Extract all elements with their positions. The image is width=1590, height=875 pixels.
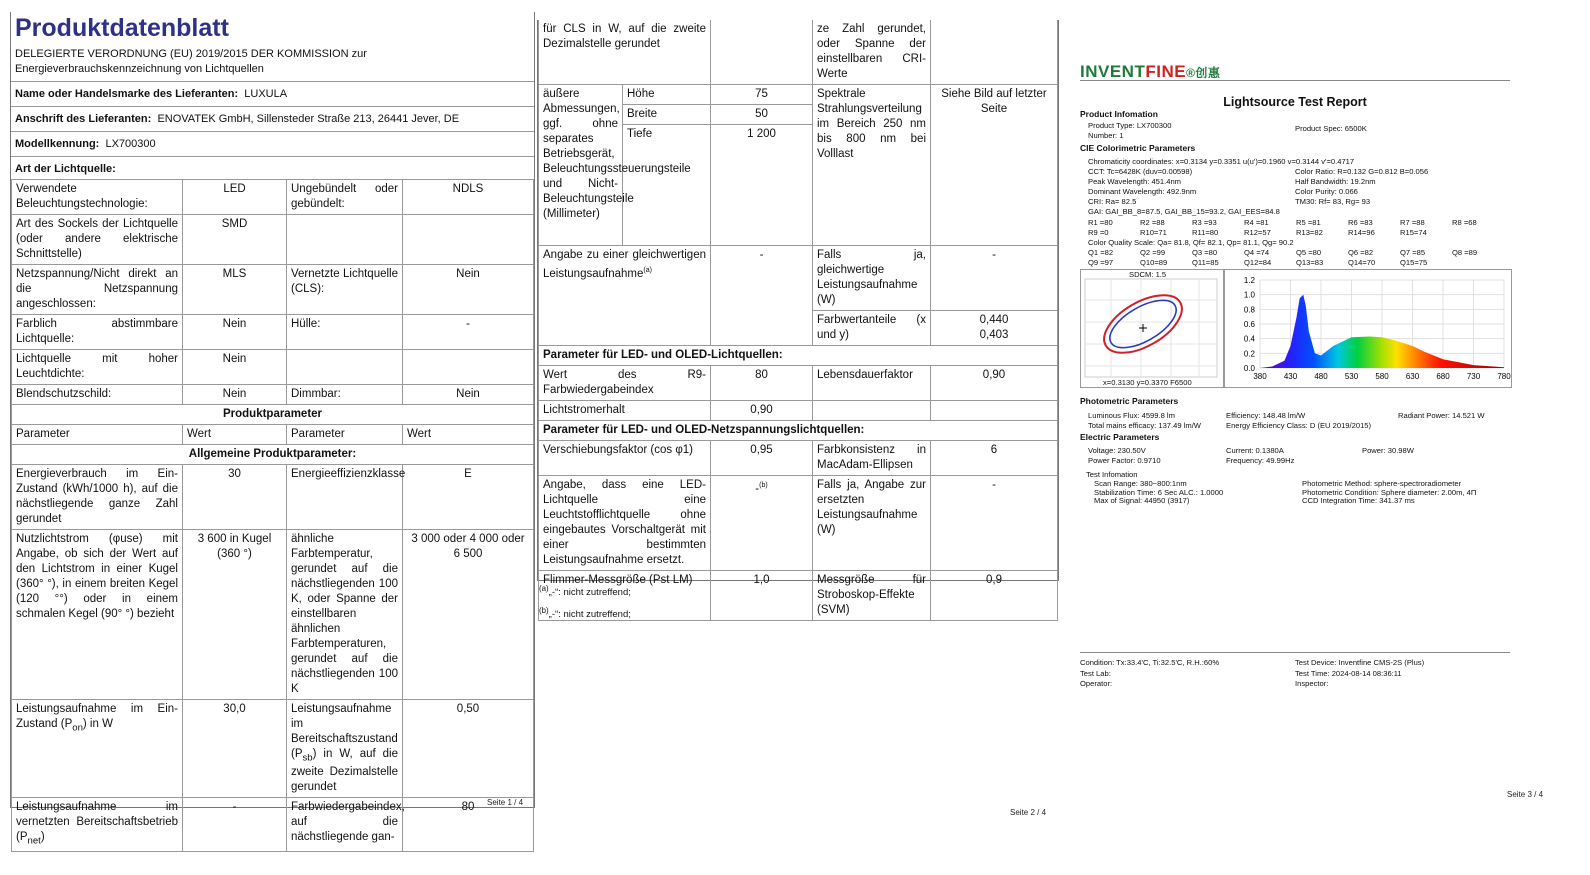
x-tick-label: 780 xyxy=(1497,372,1511,381)
section-band: Parameter für LED- und OLED-Lichtquellen: xyxy=(539,346,1058,366)
section-band: Parameter für LED- und OLED-Netzspannungslichtquellen: xyxy=(539,421,1058,441)
table-row: Breite 50 xyxy=(539,105,1058,125)
test-info-title: Test Infomation xyxy=(1086,470,1138,479)
section-band: Allgemeine Produktparameter: xyxy=(12,445,534,465)
test-lab: Test Lab: xyxy=(1080,669,1111,678)
table-row: Farbwertanteile (x und y) 0,440 0,403 xyxy=(539,311,1058,346)
sdcm-diagram xyxy=(1080,269,1225,388)
section-band: Produktparameter xyxy=(12,405,534,425)
page-number: Seite 2 / 4 xyxy=(1010,808,1047,817)
table-row: Energieverbrauch im Ein-Zustand (kWh/1000 h), auf die nächstliegende ganze Zahl gerundet 30 Energieeffizienzklasse E xyxy=(12,465,534,530)
table-row: Angabe zu einer gleichwertigen Leistungsaufnahme$^{(a)}$ - Falls ja, gleichwertige Leistungsaufnahme (W) - xyxy=(539,246,1058,311)
product-number: Number: 1 xyxy=(1088,131,1124,140)
cie-title: CIE Colorimetric Parameters xyxy=(1080,143,1196,153)
x-tick-label: 730 xyxy=(1466,372,1481,381)
ccd-time: CCD Integration Time: 341.37 ms xyxy=(1302,496,1415,505)
table-row: für CLS in W, auf die zweite Dezimalstelle gerundet ze Zahl gerundet, oder Spanne der einstellbaren CRI-Werte xyxy=(539,20,1058,85)
power: Power: 30.98W xyxy=(1362,446,1414,455)
mains-efficacy: Total mains efficacy: 137.49 lm/W xyxy=(1088,421,1201,430)
q-value-2: Q11=85 xyxy=(1192,258,1219,267)
r-value-2: R11=80 xyxy=(1192,228,1219,237)
y-tick-label: 1.0 xyxy=(1243,290,1255,300)
r-value-1: R2 =88 xyxy=(1140,218,1165,227)
q-value-6: Q7 =85 xyxy=(1400,248,1426,257)
condition: Condition: Tx:33.4'C, Ti:32.5'C, R.H.:60% xyxy=(1080,658,1220,667)
frequency: Frequency: 49.99Hz xyxy=(1226,456,1295,465)
r-value-0: R1 =80 xyxy=(1088,218,1113,227)
r-value-4: R5 =81 xyxy=(1296,218,1321,227)
page-number: Seite 3 / 4 xyxy=(1507,790,1544,799)
luminous-flux: Luminous Flux: 4599.8 lm xyxy=(1088,411,1175,420)
pnet-label: Leistungsaufnahme im vernetzten Bereitschaftsbetrieb $(P_{net})$ xyxy=(12,798,183,851)
pon-label: Leistungsaufnahme im Ein-Zustand $(P_{on})$ in W xyxy=(12,700,183,798)
cie-left-0: Chromaticity coordinates: x=0.3134 y=0.3351 u(u')=0.1960 v=0.3144 v'=0.4717 xyxy=(1088,157,1355,166)
footnote-b: $^{(b)}$„-“: nicht zutreffend; xyxy=(539,606,631,621)
table-row: Leistungsaufnahme im Ein-Zustand $(P_{on})$ in W 30,0 Leistungsaufnahme im Bereitschaftszustand $(P_{sb})$ in W, auf die zweite Dezimalstelle gerundet 0,50 xyxy=(12,700,534,798)
photometric-title: Photometric Parameters xyxy=(1080,396,1179,406)
address-row: Anschrift des Lieferanten: ENOVATEK GmbH, Sillensteder Straße 213, 26441 Jever, DE xyxy=(15,113,460,125)
cqs-line: Color Quality Scale: Qa= 81.8, Qf= 82.1, Qp= 81.1, Qg= 90.2 xyxy=(1088,238,1294,247)
table-row: Netzspannung/Nicht direkt an die Netzspannung angeschlossen: MLS Vernetzte Lichtquelle (CLS): Nein xyxy=(12,265,534,315)
scan-range: Scan Range: 380~800:1nm xyxy=(1094,479,1187,488)
r-value-7: R8 =68 xyxy=(1452,218,1477,227)
cie-left-3: Dominant Wavelength: 492.9nm xyxy=(1088,187,1197,196)
x-tick-label: 580 xyxy=(1375,372,1389,381)
y-tick-label: 0.6 xyxy=(1243,320,1255,329)
q-value-5: Q6 =82 xyxy=(1348,248,1374,257)
table-row: Farblich abstimmbare Lichtquelle: Nein Hülle: - xyxy=(12,315,534,350)
y-tick-label: 0.2 xyxy=(1243,349,1255,359)
datasheet-page-1 xyxy=(0,0,535,847)
table-row: Leistungsaufnahme im vernetzten Bereitschaftsbetrieb $(P_{net})$ - Farbwiedergabeindex, auf die nächstliegende gan- 80 xyxy=(12,798,534,851)
energy-class: Energy Efficiency Class: D (EU 2019/2015) xyxy=(1226,421,1372,430)
power-factor: Power Factor: 0.9710 xyxy=(1088,456,1161,465)
equiv-label: Angabe zu einer gleichwertigen Leistungsaufnahme$^{(a)}$ xyxy=(539,246,711,346)
photometric-condition: Photometric Condition: Sphere diameter: 2.00m, 4Π xyxy=(1302,488,1477,497)
table-row: Verschiebungsfaktor (cos φ1) 0,95 Farbkonsistenz in MacAdam-Ellipsen 6 xyxy=(539,441,1058,476)
q-value-7: Q8 =89 xyxy=(1452,248,1478,257)
footnote-a: $^{(a)}$„-“: nicht zutreffend; xyxy=(539,584,631,599)
inventfine-logo: INVENTFINE®创惠 xyxy=(1080,62,1221,81)
x-tick-label: 680 xyxy=(1436,372,1450,381)
page-1-content xyxy=(10,12,535,847)
table-row: Art des Sockels der Lichtquelle (oder andere elektrische Schnittstelle) SMD xyxy=(12,215,534,265)
table-row: Blendschutzschild: Nein Dimmbar: Nein xyxy=(12,385,534,405)
table-row: Flimmer-Messgröße (Pst LM) 1,0 Messgröße für Stroboskop-Effekte (SVM) 0,9 xyxy=(539,571,1058,621)
cie-left-5: GAI: GAI_BB_8=87.5, GAI_BB_15=93.2, GAI_EES=84.8 xyxy=(1088,207,1280,216)
test-device: Test Device: Inventfine CMS-2S (Plus) xyxy=(1295,658,1425,667)
voltage: Voltage: 230.50V xyxy=(1088,446,1146,455)
stabilization: Stabilization Time: 6 Sec ALC.: 1.0000 xyxy=(1094,488,1224,497)
q-value-4: Q5 =80 xyxy=(1296,248,1322,257)
r-value-3: R12=57 xyxy=(1244,228,1271,237)
sdcm-ellipse-plot xyxy=(1081,270,1224,387)
page-title: Produktdatenblatt xyxy=(15,14,229,42)
x-tick-label: 480 xyxy=(1314,372,1328,381)
r-value-1: R10=71 xyxy=(1140,228,1167,237)
table-row: Wert des R9-Farbwiedergabeindex 80 Lebensdauerfaktor 0,90 xyxy=(539,366,1058,401)
y-tick-label: 1.2 xyxy=(1243,276,1255,285)
current: Current: 0.1380A xyxy=(1226,446,1284,455)
footnotes xyxy=(539,580,631,624)
r-value-3: R4 =81 xyxy=(1244,218,1269,227)
q-value-4: Q13=83 xyxy=(1296,258,1324,267)
product-info-title: Product Infomation xyxy=(1080,109,1158,119)
y-tick-label: 0.4 xyxy=(1243,334,1255,344)
parameter-table-continued xyxy=(538,20,1058,621)
r-value-0: R9 =0 xyxy=(1088,228,1109,237)
r-value-5: R14=96 xyxy=(1348,228,1375,237)
r-value-5: R6 =83 xyxy=(1348,218,1373,227)
radiant-power: Radiant Power: 14.521 W xyxy=(1398,411,1485,420)
table-row: Verwendete Beleuchtungstechnologie: LED Ungebündelt oder gebündelt: NDLS xyxy=(12,180,534,215)
table-row: Lichtquelle mit hoher Leuchtdichte: Nein xyxy=(12,350,534,385)
x-tick-label: 530 xyxy=(1344,372,1359,381)
x-tick-label: 430 xyxy=(1283,372,1298,381)
column-header-row: Parameter Wert Parameter Wert xyxy=(12,425,534,445)
cie-left-4: CRI: Ra= 82.5 xyxy=(1088,197,1137,206)
cie-left-2: Peak Wavelength: 451.4nm xyxy=(1088,177,1182,186)
q-value-5: Q14=70 xyxy=(1348,258,1376,267)
q-value-0: Q9 =97 xyxy=(1088,258,1114,267)
y-tick-label: 0.0 xyxy=(1243,364,1255,373)
r-value-2: R3 =93 xyxy=(1192,218,1217,227)
q-value-3: Q12=84 xyxy=(1244,258,1272,267)
x-tick-label: 630 xyxy=(1405,372,1420,381)
sdcm-label: SDCM: 1.5 xyxy=(1129,270,1167,279)
test-report-page xyxy=(1080,0,1590,820)
cie-left-1: CCT: Tc=6428K (duv=0.00598) xyxy=(1088,167,1193,176)
replace-value: -$^{(b)}$ xyxy=(711,476,813,571)
q-value-1: Q2 =99 xyxy=(1140,248,1166,257)
chroma-values: 0,440 0,403 xyxy=(931,311,1058,346)
efficiency: Efficiency: 148.48 lm/W xyxy=(1226,411,1306,420)
spectrum-chart xyxy=(1223,269,1512,388)
cie-right-3: TM30: Rf= 83, Rg= 93 xyxy=(1295,197,1371,206)
product-type: Product Type: LX700300 xyxy=(1088,121,1172,130)
q-value-6: Q15=75 xyxy=(1400,258,1428,267)
r-value-6: R7 =88 xyxy=(1400,218,1425,227)
cie-right-0: Color Ratio: R=0.132 G=0.812 B=0.056 xyxy=(1295,167,1429,176)
model-row: Modellkennung: LX700300 xyxy=(15,138,156,150)
q-value-1: Q10=89 xyxy=(1140,258,1168,267)
test-time: Test Time: 2024-08-14 08:36:11 xyxy=(1295,669,1402,678)
page-number: Seite 1 / 4 xyxy=(487,798,524,807)
datasheet-page-2 xyxy=(535,0,1070,840)
table-row: Tiefe 1 200 xyxy=(539,125,1058,246)
sdcm-coords: x=0.3130 y=0.3370 F6500 xyxy=(1103,378,1192,387)
inspector: Inspector: xyxy=(1295,679,1329,688)
product-spec: Product Spec: 6500K xyxy=(1295,124,1367,133)
photometric-method: Photometric Method: sphere-spectroradiometer xyxy=(1302,479,1462,488)
table-row: Nutzlichtstrom (φuse) mit Angabe, ob sich der Wert auf den Lichtstrom in einer Kugel (360° °), in einem breiten Kegel (120 °°) oder in einem schmalen Kegel (90° °) bezieht 3 600 in Kugel (360 °) ähnliche Farbtemperatur, gerundet auf die nächstliegenden 100 K, oder Spanne der einstellbaren ähnlichen Farbtemperaturen, gerundet auf die nächstliegenden 100 K 3 000 oder 4 000 oder 6 500 xyxy=(12,530,534,700)
cie-right-1: Half Bandwidth: 19.2nm xyxy=(1295,177,1376,186)
r-value-4: R13=82 xyxy=(1296,228,1323,237)
lightsource-type-header: Art der Lichtquelle: xyxy=(15,163,116,175)
electric-title: Electric Parameters xyxy=(1080,432,1160,442)
cie-right-2: Color Purity: 0.066 xyxy=(1295,187,1358,196)
table-row: Angabe, dass eine LED-Lichtquelle eine Leuchtstofflichtquelle ohne eingebautes Vorschaltgerät mit einer bestimmten Leistungsaufnahme ersetzt. -$^{(b)}$ Falls ja, Angabe zur ersetzten Leistungsaufnahme (W) - xyxy=(539,476,1058,571)
q-value-2: Q3 =80 xyxy=(1192,248,1218,257)
y-tick-label: 0.8 xyxy=(1243,305,1255,315)
report-title: Lightsource Test Report xyxy=(1223,95,1367,109)
regulation-line-2: Energieverbrauchskennzeichnung von Lichtquellen xyxy=(15,63,264,75)
lightsource-table xyxy=(11,179,534,852)
regulation-line-1: DELEGIERTE VERORDNUNG (EU) 2019/2015 DER KOMMISSION zur xyxy=(15,48,367,60)
spectrum-plot xyxy=(1224,270,1511,387)
psb-label: Leistungsaufnahme im Bereitschaftszustand $(P_{sb})$ in W, auf die zweite Dezimalstelle gerundet xyxy=(287,700,403,798)
max-signal: Max of Signal: 44950 (3917) xyxy=(1094,496,1190,505)
table-row: äußere Abmessungen, ggf. ohne separates Betriebsgerät, Beleuchtungssteuerungsteile und Nicht-Beleuchtungsteile (Millimeter) Höhe 75 Spektrale Strahlungsverteilung im Bereich 250 nm bis 800 nm bei Volllast Siehe Bild auf letzter Seite xyxy=(539,85,1058,105)
q-value-3: Q4 =74 xyxy=(1244,248,1270,257)
supplier-row: Name oder Handelsmarke des Lieferanten: LUXULA xyxy=(15,88,288,100)
operator: Operator: xyxy=(1080,679,1113,688)
r-value-6: R15=74 xyxy=(1400,228,1427,237)
q-value-0: Q1 =82 xyxy=(1088,248,1114,257)
table-row: Lichtstromerhalt 0,90 xyxy=(539,401,1058,421)
x-tick-label: 380 xyxy=(1253,372,1267,381)
